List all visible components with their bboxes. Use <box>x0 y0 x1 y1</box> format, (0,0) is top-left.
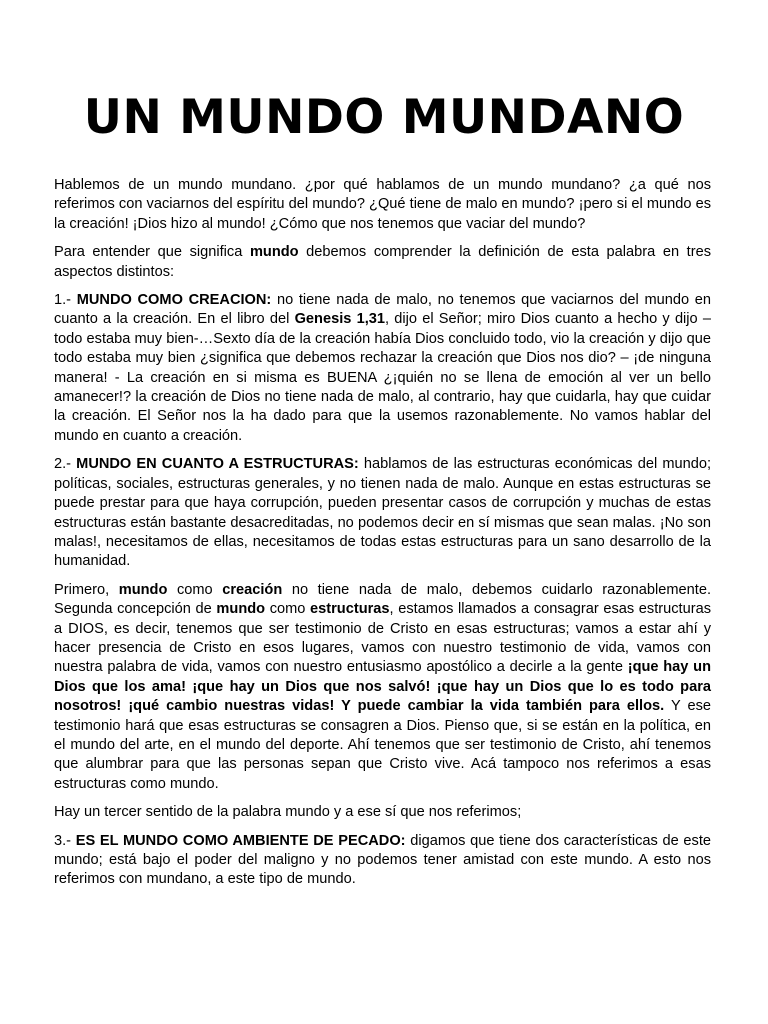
point-heading: MUNDO EN CUANTO A ESTRUCTURAS: <box>76 456 359 473</box>
text-run: no tiene nada de malo, debemos cuidarlo razonablemente. Segunda concepción de <box>54 581 711 618</box>
text-run: no tiene nada de malo, no tenemos que vaciarnos del mundo en cuanto a la creación. En el libro del <box>54 292 711 328</box>
paragraph-intro <box>54 176 711 234</box>
bold-run: mundo <box>216 601 266 618</box>
point-number: 2.- <box>54 456 77 473</box>
bold-run: mundo <box>118 581 168 598</box>
point-number: 3.- <box>54 832 76 849</box>
paragraph-point-1 <box>54 291 711 446</box>
text-run: Y ese testimonio hará que esas estructuras se consagren a Dios. Pienso que, si se están en la política, en el mundo del arte, en el mundo del deporte. Ahí tenemos que ser testimonio de Cristo, ahí tenemos que alumbrar para que las personas sepan que Cristo vive. Acá tampoco nos referimos a esas estructuras como mundo. <box>54 698 711 792</box>
paragraph-third-sense <box>54 803 711 822</box>
bold-run: ¡que hay un Dios que los ama! ¡que hay un Dios que nos salvó! ¡que hay un Dios que lo es todo para nosotros! ¡qué cambio nuestras vidas! Y puede cambiar la vida también para ellos. <box>54 659 712 715</box>
text-run: , estamos llamados a consagrar esas estructuras a DIOS, es decir, tenemos que ser testimonio de Cristo en esas estructuras; vamos a estar ahí y hacer presencia de Cristo en esos lugares, vamos con nuestro testimonio de vida, vamos con nuestra palabra de vida, vamos con nuestro entusiasmo apostólico a decirle a la gente <box>54 601 711 676</box>
paragraph-definition <box>54 243 711 282</box>
paragraph-point-2 <box>54 455 711 571</box>
text-run: Para entender que significa <box>54 244 250 261</box>
bible-reference: Genesis 1,31 <box>294 311 385 328</box>
text-run: como <box>265 601 311 618</box>
paragraph-intro-text: Hablemos de un mundo mundano. ¿por qué hablamos de un mundo mundano? ¿a qué nos referimos con vaciarnos del espíritu del mundo? ¿Qué tiene de malo en mundo? ¡pero si el mundo es la creación! ¡Dios hizo al mundo! ¿Cómo que nos tenemos que vaciar del mundo? <box>54 177 711 232</box>
point-number: 1.- <box>54 292 77 309</box>
text-run: Primero, <box>54 581 119 598</box>
paragraph-point-3 <box>54 832 711 890</box>
document-title: UN MUNDO MUNDANO <box>83 90 685 145</box>
text-run: debemos comprender la definición de esta palabra en tres aspectos distintos: <box>54 244 711 280</box>
bold-run: mundo <box>249 244 299 261</box>
text-run: digamos que tiene dos características de este mundo; está bajo el poder del maligno y no podemos tener amistad con este mundo. A esto nos referimos con mundano, a este tipo de mundo. <box>54 832 711 888</box>
point-heading: MUNDO COMO CREACION: <box>76 292 272 309</box>
point-heading: ES EL MUNDO COMO AMBIENTE DE PECADO: <box>75 832 406 849</box>
paragraph-third-sense-text: Hay un tercer sentido de la palabra mundo y a ese sí que nos referimos; <box>54 804 522 821</box>
document-body <box>54 176 711 899</box>
text-run: como <box>167 581 223 598</box>
text-run: hablamos de las estructuras económicas del mundo; políticas, sociales, estructuras generales, y no tienen nada de malo. Aunque en estas estructuras se puede prestar para que haya corrupción, pueden presentar casos de corrupción y muchas de estas estructuras están bastante desacreditadas, no podemos decir en sí mismas que sean malas. ¡No son malas!, necesitamos de ellas, necesitamos de todas estas estructuras para un sano desarrollo de la humanidad. <box>54 456 711 570</box>
text-run: , dijo el Señor; miro Dios cuanto a hecho y dijo – todo estaba muy bien-…Sexto día de la creación había Dios concluido todo, vio la creación y dijo que todo estaba muy bien ¿significa que debemos rechazar la creación que Dios nos dio? – ¡de ninguna manera! - La creación en si misma es BUENA ¿¡quién no se llena de emoción al ver un bello amanecer!? la creación de Dios no tiene nada de malo, al contrario, hay que cuidarla, hay que cuidar la creación. El Señor nos la ha dado para que la usemos razonablemente. No vamos hablar del mundo en cuanto a creación. <box>54 311 711 444</box>
paragraph-summary <box>54 581 711 794</box>
bold-run: estructuras <box>310 601 390 618</box>
bold-run: creación <box>222 581 283 598</box>
